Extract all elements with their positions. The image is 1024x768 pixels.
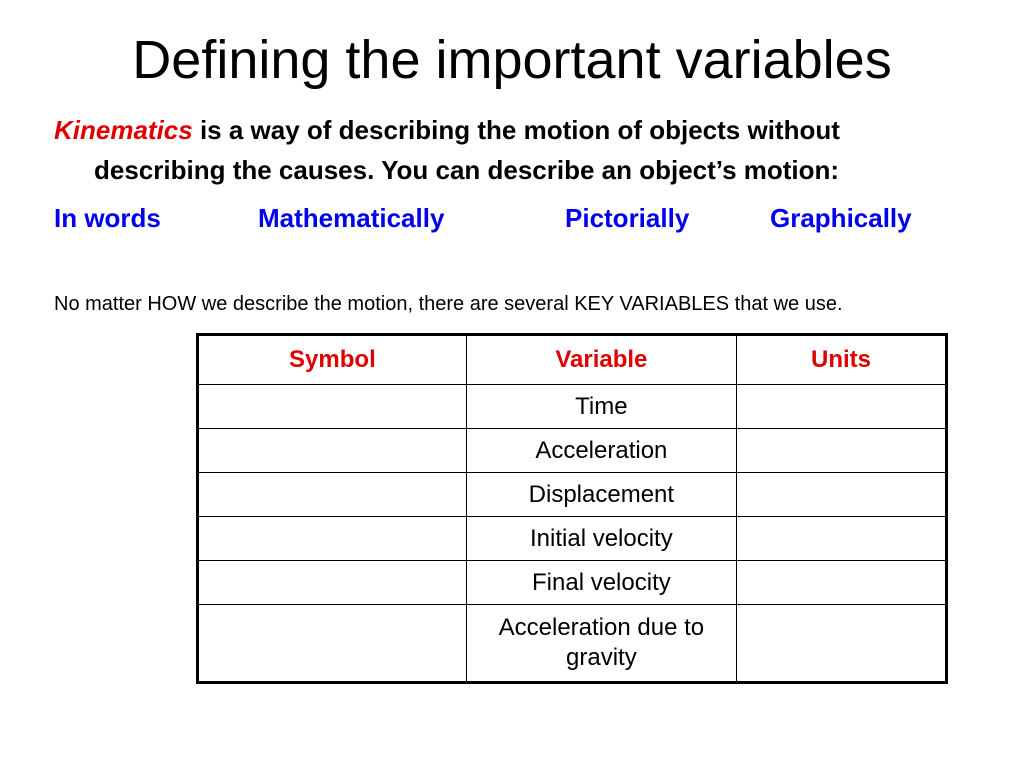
- table-row: [198, 517, 947, 561]
- symbol-cell: [198, 605, 467, 683]
- table-row: [198, 385, 947, 429]
- symbol-cell: [198, 473, 467, 517]
- variable-cell: Final velocity: [466, 561, 736, 605]
- table-row: [198, 605, 947, 683]
- intro-paragraph: [54, 110, 974, 190]
- symbol-cell: [198, 561, 467, 605]
- variable-cell: Initial velocity: [466, 517, 736, 561]
- variable-cell: Displacement: [466, 473, 736, 517]
- method-mathematically: Mathematically: [258, 203, 445, 233]
- method-in-words: In words: [54, 203, 161, 233]
- kinematics-term: Kinematics: [54, 115, 193, 145]
- units-cell: [736, 385, 946, 429]
- intro-line-1: is a way of describing the motion of objects without: [192, 115, 840, 145]
- variables-table: [196, 333, 948, 684]
- table-header-row: [198, 335, 947, 385]
- units-cell: [736, 517, 946, 561]
- description-methods: [54, 198, 954, 238]
- table-row: [198, 429, 947, 473]
- symbol-cell: [198, 517, 467, 561]
- slide-title: Defining the important variables: [132, 30, 892, 90]
- units-cell: [736, 561, 946, 605]
- method-pictorially: Pictorially: [565, 203, 690, 233]
- symbol-cell: [198, 429, 467, 473]
- units-cell: [736, 473, 946, 517]
- header-units: Units: [736, 335, 946, 385]
- intro-line-2: describing the causes. You can describe an object’s motion:: [94, 155, 840, 185]
- header-symbol: Symbol: [198, 335, 467, 385]
- units-cell: [736, 605, 946, 683]
- table-row: [198, 561, 947, 605]
- symbol-cell: [198, 385, 467, 429]
- method-graphically: Graphically: [770, 203, 912, 233]
- key-variables-note: No matter HOW we describe the motion, there are several KEY VARIABLES that we use.: [54, 293, 843, 315]
- variable-cell: Acceleration: [466, 429, 736, 473]
- table-row: [198, 473, 947, 517]
- header-variable: Variable: [466, 335, 736, 385]
- variable-cell: Acceleration due to gravity: [466, 605, 736, 683]
- variable-cell: Time: [466, 385, 736, 429]
- units-cell: [736, 429, 946, 473]
